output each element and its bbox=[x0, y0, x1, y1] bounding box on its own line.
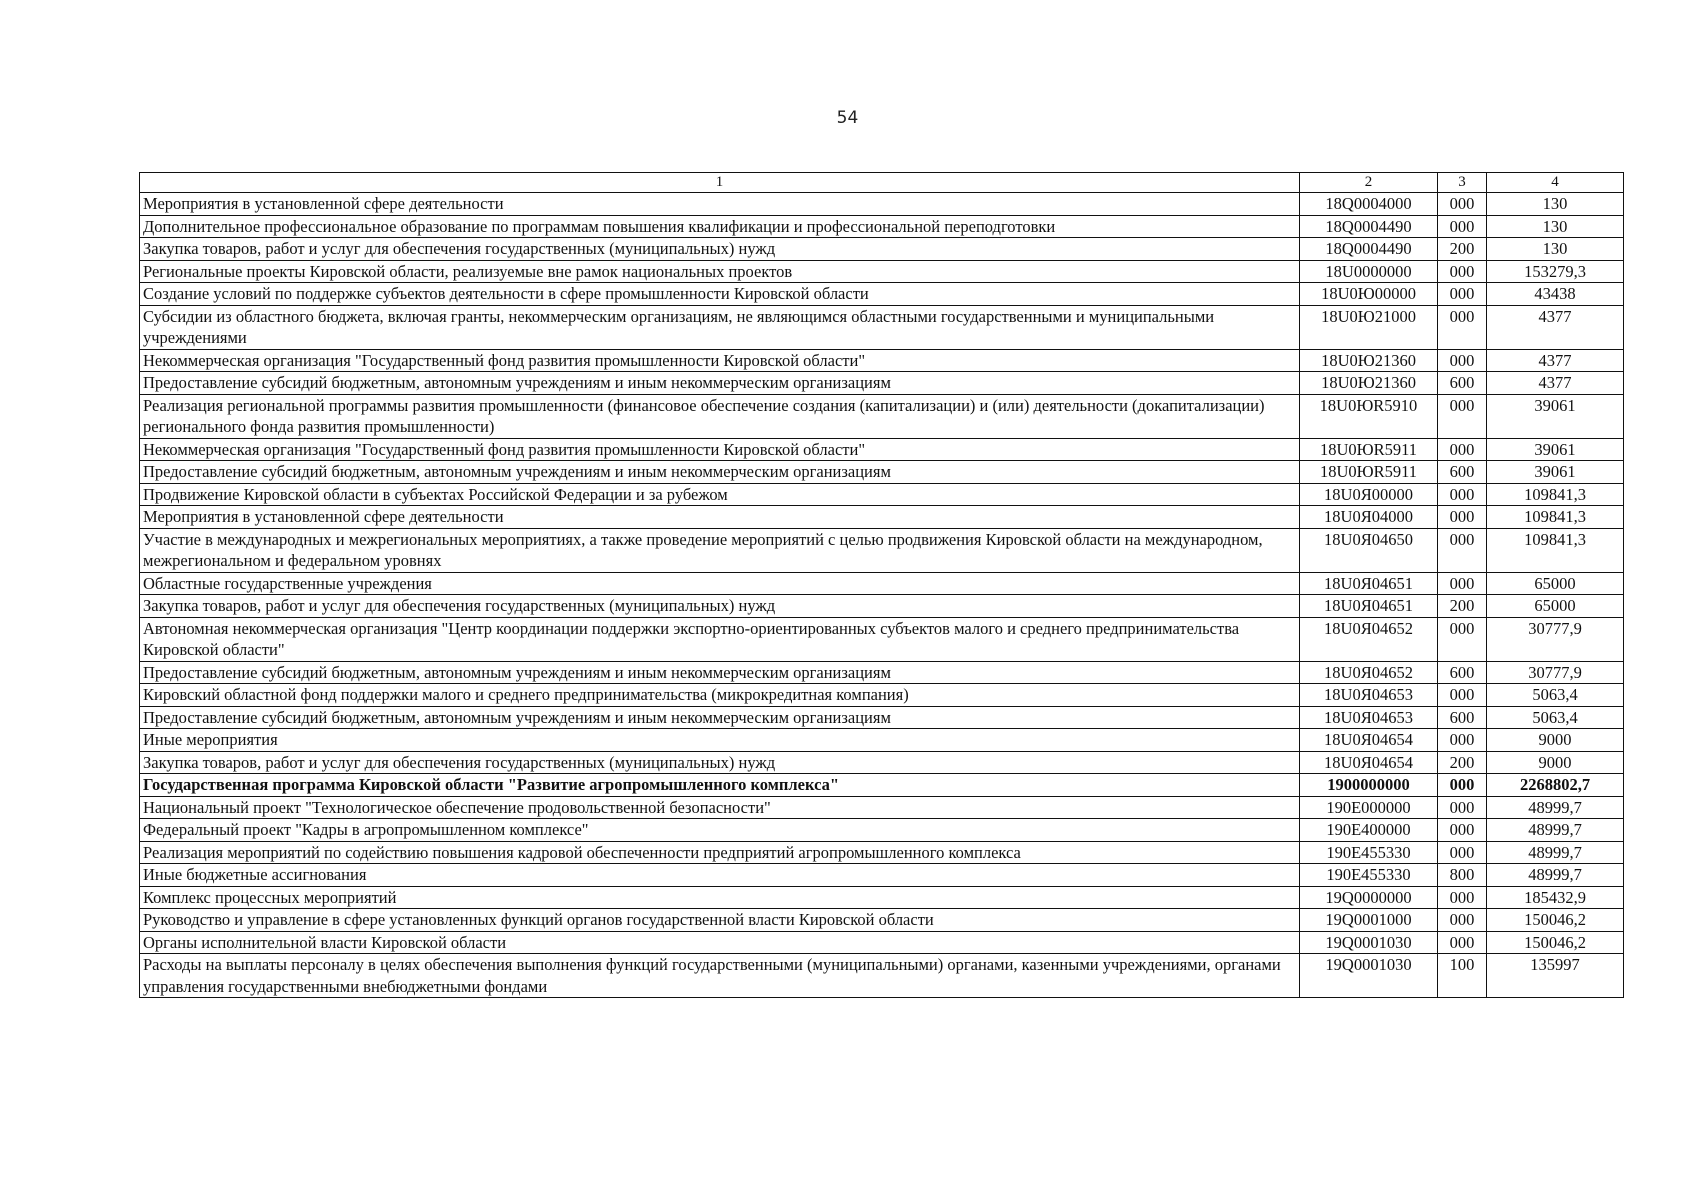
row-name-cell: Мероприятия в установленной сфере деятельности bbox=[140, 193, 1300, 216]
row-code-cell: 18Q0004490 bbox=[1300, 215, 1438, 238]
row-name-cell: Дополнительное профессиональное образование по программам повышения квалификации и профессиональной переподготовки bbox=[140, 215, 1300, 238]
row-type-cell: 000 bbox=[1438, 305, 1487, 349]
row-amount-cell: 39061 bbox=[1487, 461, 1624, 484]
table-row bbox=[140, 283, 1624, 306]
row-code-cell: 18U0Я04651 bbox=[1300, 572, 1438, 595]
row-code-cell: 18U0Я04652 bbox=[1300, 617, 1438, 661]
row-name-cell: Региональные проекты Кировской области, реализуемые вне рамок национальных проектов bbox=[140, 260, 1300, 283]
row-name-cell: Предоставление субсидий бюджетным, автономным учреждениям и иным некоммерческим организациям bbox=[140, 461, 1300, 484]
table-row bbox=[140, 193, 1624, 216]
table-row bbox=[140, 796, 1624, 819]
row-name-cell: Национальный проект "Технологическое обеспечение продовольственной безопасности" bbox=[140, 796, 1300, 819]
row-name-cell: Комплекс процессных мероприятий bbox=[140, 886, 1300, 909]
row-type-cell: 000 bbox=[1438, 774, 1487, 797]
budget-table bbox=[139, 172, 1624, 998]
row-code-cell: 190E400000 bbox=[1300, 819, 1438, 842]
row-name-cell: Государственная программа Кировской области "Развитие агропромышленного комплекса" bbox=[140, 774, 1300, 797]
row-amount-cell: 5063,4 bbox=[1487, 706, 1624, 729]
table-header-row bbox=[140, 173, 1624, 193]
row-amount-cell: 135997 bbox=[1487, 954, 1624, 998]
row-amount-cell: 39061 bbox=[1487, 438, 1624, 461]
table-row bbox=[140, 751, 1624, 774]
row-code-cell: 190E000000 bbox=[1300, 796, 1438, 819]
row-code-cell: 18U0Я04000 bbox=[1300, 506, 1438, 529]
row-amount-cell: 4377 bbox=[1487, 305, 1624, 349]
row-type-cell: 000 bbox=[1438, 931, 1487, 954]
row-code-cell: 19Q0001030 bbox=[1300, 954, 1438, 998]
row-name-cell: Реализация региональной программы развития промышленности (финансовое обеспечение создания (капитализации) и (или) деятельности (докапитализации) регионального фонда развития промышленности) bbox=[140, 394, 1300, 438]
table-row bbox=[140, 909, 1624, 932]
row-type-cell: 000 bbox=[1438, 506, 1487, 529]
row-amount-cell: 150046,2 bbox=[1487, 931, 1624, 954]
row-code-cell: 19Q0001030 bbox=[1300, 931, 1438, 954]
header-col-4: 4 bbox=[1487, 173, 1624, 193]
table-row bbox=[140, 886, 1624, 909]
row-code-cell: 18U0Я04652 bbox=[1300, 661, 1438, 684]
row-type-cell: 000 bbox=[1438, 483, 1487, 506]
row-name-cell: Иные бюджетные ассигнования bbox=[140, 864, 1300, 887]
row-type-cell: 600 bbox=[1438, 461, 1487, 484]
row-type-cell: 000 bbox=[1438, 841, 1487, 864]
row-type-cell: 200 bbox=[1438, 238, 1487, 261]
row-name-cell: Расходы на выплаты персоналу в целях обеспечения выполнения функций государственными (муниципальными) органами, казенными учреждениями, органами управления государственными внебюджетными фондами bbox=[140, 954, 1300, 998]
row-type-cell: 000 bbox=[1438, 394, 1487, 438]
page-number: 54 bbox=[836, 108, 859, 128]
table-row bbox=[140, 774, 1624, 797]
row-code-cell: 190E455330 bbox=[1300, 864, 1438, 887]
row-name-cell: Областные государственные учреждения bbox=[140, 572, 1300, 595]
row-code-cell: 18U0Я04650 bbox=[1300, 528, 1438, 572]
row-amount-cell: 30777,9 bbox=[1487, 661, 1624, 684]
row-type-cell: 000 bbox=[1438, 909, 1487, 932]
row-name-cell: Реализация мероприятий по содействию повышения кадровой обеспеченности предприятий агропромышленного комплекса bbox=[140, 841, 1300, 864]
row-amount-cell: 39061 bbox=[1487, 394, 1624, 438]
row-type-cell: 100 bbox=[1438, 954, 1487, 998]
row-amount-cell: 153279,3 bbox=[1487, 260, 1624, 283]
table-row bbox=[140, 819, 1624, 842]
table-row bbox=[140, 394, 1624, 438]
row-name-cell: Мероприятия в установленной сфере деятельности bbox=[140, 506, 1300, 529]
row-type-cell: 600 bbox=[1438, 706, 1487, 729]
row-type-cell: 000 bbox=[1438, 260, 1487, 283]
table-row bbox=[140, 438, 1624, 461]
budget-table-container bbox=[139, 172, 1623, 998]
row-amount-cell: 65000 bbox=[1487, 572, 1624, 595]
row-name-cell: Автономная некоммерческая организация "Центр координации поддержки экспортно-ориентированных субъектов малого и среднего предпринимательства Кировской области" bbox=[140, 617, 1300, 661]
row-code-cell: 18U0000000 bbox=[1300, 260, 1438, 283]
table-row bbox=[140, 260, 1624, 283]
row-name-cell: Некоммерческая организация "Государственный фонд развития промышленности Кировской области" bbox=[140, 438, 1300, 461]
row-amount-cell: 2268802,7 bbox=[1487, 774, 1624, 797]
row-code-cell: 18U0Ю21360 bbox=[1300, 349, 1438, 372]
row-type-cell: 600 bbox=[1438, 661, 1487, 684]
row-code-cell: 18U0ЮR5911 bbox=[1300, 438, 1438, 461]
row-name-cell: Закупка товаров, работ и услуг для обеспечения государственных (муниципальных) нужд bbox=[140, 238, 1300, 261]
row-name-cell: Некоммерческая организация "Государственный фонд развития промышленности Кировской области" bbox=[140, 349, 1300, 372]
table-row bbox=[140, 506, 1624, 529]
table-row bbox=[140, 528, 1624, 572]
row-amount-cell: 48999,7 bbox=[1487, 796, 1624, 819]
table-row bbox=[140, 215, 1624, 238]
row-type-cell: 000 bbox=[1438, 572, 1487, 595]
table-row bbox=[140, 305, 1624, 349]
row-code-cell: 18U0Ю00000 bbox=[1300, 283, 1438, 306]
table-row bbox=[140, 931, 1624, 954]
row-amount-cell: 109841,3 bbox=[1487, 528, 1624, 572]
row-name-cell: Субсидии из областного бюджета, включая гранты, некоммерческим организациям, не являющимся областными государственными и муниципальными учреждениями bbox=[140, 305, 1300, 349]
row-code-cell: 18Q0004490 bbox=[1300, 238, 1438, 261]
table-row bbox=[140, 461, 1624, 484]
row-name-cell: Продвижение Кировской области в субъектах Российской Федерации и за рубежом bbox=[140, 483, 1300, 506]
row-type-cell: 000 bbox=[1438, 617, 1487, 661]
row-code-cell: 18U0Я04654 bbox=[1300, 751, 1438, 774]
row-code-cell: 18U0Ю21000 bbox=[1300, 305, 1438, 349]
row-type-cell: 600 bbox=[1438, 372, 1487, 395]
header-col-2: 2 bbox=[1300, 173, 1438, 193]
row-type-cell: 200 bbox=[1438, 595, 1487, 618]
row-code-cell: 190E455330 bbox=[1300, 841, 1438, 864]
row-code-cell: 18U0ЮR5910 bbox=[1300, 394, 1438, 438]
row-amount-cell: 43438 bbox=[1487, 283, 1624, 306]
row-amount-cell: 109841,3 bbox=[1487, 483, 1624, 506]
row-amount-cell: 150046,2 bbox=[1487, 909, 1624, 932]
row-type-cell: 000 bbox=[1438, 215, 1487, 238]
row-amount-cell: 130 bbox=[1487, 193, 1624, 216]
table-row bbox=[140, 483, 1624, 506]
row-amount-cell: 4377 bbox=[1487, 372, 1624, 395]
header-col-1: 1 bbox=[140, 173, 1300, 193]
row-name-cell: Предоставление субсидий бюджетным, автономным учреждениям и иным некоммерческим организациям bbox=[140, 661, 1300, 684]
row-amount-cell: 48999,7 bbox=[1487, 819, 1624, 842]
row-type-cell: 000 bbox=[1438, 796, 1487, 819]
row-amount-cell: 30777,9 bbox=[1487, 617, 1624, 661]
row-code-cell: 18Q0004000 bbox=[1300, 193, 1438, 216]
row-type-cell: 000 bbox=[1438, 684, 1487, 707]
row-type-cell: 000 bbox=[1438, 283, 1487, 306]
row-name-cell: Закупка товаров, работ и услуг для обеспечения государственных (муниципальных) нужд bbox=[140, 595, 1300, 618]
row-amount-cell: 109841,3 bbox=[1487, 506, 1624, 529]
header-col-3: 3 bbox=[1438, 173, 1487, 193]
table-row bbox=[140, 864, 1624, 887]
table-row bbox=[140, 661, 1624, 684]
row-name-cell: Органы исполнительной власти Кировской области bbox=[140, 931, 1300, 954]
row-name-cell: Предоставление субсидий бюджетным, автономным учреждениям и иным некоммерческим организациям bbox=[140, 372, 1300, 395]
row-name-cell: Участие в международных и межрегиональных мероприятиях, а также проведение мероприятий с целью продвижения Кировской области на международном, межрегиональном и федеральном уровнях bbox=[140, 528, 1300, 572]
row-type-cell: 000 bbox=[1438, 438, 1487, 461]
table-row bbox=[140, 349, 1624, 372]
row-type-cell: 000 bbox=[1438, 528, 1487, 572]
row-amount-cell: 9000 bbox=[1487, 751, 1624, 774]
row-amount-cell: 185432,9 bbox=[1487, 886, 1624, 909]
table-row bbox=[140, 954, 1624, 998]
row-name-cell: Предоставление субсидий бюджетным, автономным учреждениям и иным некоммерческим организациям bbox=[140, 706, 1300, 729]
table-row bbox=[140, 617, 1624, 661]
row-amount-cell: 5063,4 bbox=[1487, 684, 1624, 707]
row-amount-cell: 48999,7 bbox=[1487, 841, 1624, 864]
row-code-cell: 18U0Я00000 bbox=[1300, 483, 1438, 506]
row-type-cell: 000 bbox=[1438, 729, 1487, 752]
row-code-cell: 18U0Я04653 bbox=[1300, 684, 1438, 707]
row-code-cell: 18U0Я04654 bbox=[1300, 729, 1438, 752]
row-type-cell: 800 bbox=[1438, 864, 1487, 887]
row-code-cell: 18U0Ю21360 bbox=[1300, 372, 1438, 395]
row-amount-cell: 9000 bbox=[1487, 729, 1624, 752]
row-name-cell: Федеральный проект "Кадры в агропромышленном комплексе" bbox=[140, 819, 1300, 842]
table-row bbox=[140, 684, 1624, 707]
table-row bbox=[140, 841, 1624, 864]
row-amount-cell: 4377 bbox=[1487, 349, 1624, 372]
row-name-cell: Закупка товаров, работ и услуг для обеспечения государственных (муниципальных) нужд bbox=[140, 751, 1300, 774]
table-row bbox=[140, 729, 1624, 752]
row-name-cell: Руководство и управление в сфере установленных функций органов государственной власти Кировской области bbox=[140, 909, 1300, 932]
row-name-cell: Создание условий по поддержке субъектов деятельности в сфере промышленности Кировской области bbox=[140, 283, 1300, 306]
row-code-cell: 18U0ЮR5911 bbox=[1300, 461, 1438, 484]
row-type-cell: 000 bbox=[1438, 349, 1487, 372]
row-type-cell: 000 bbox=[1438, 193, 1487, 216]
row-name-cell: Кировский областной фонд поддержки малого и среднего предпринимательства (микрокредитная компания) bbox=[140, 684, 1300, 707]
row-amount-cell: 130 bbox=[1487, 238, 1624, 261]
row-code-cell: 19Q0001000 bbox=[1300, 909, 1438, 932]
row-amount-cell: 48999,7 bbox=[1487, 864, 1624, 887]
table-row bbox=[140, 372, 1624, 395]
table-row bbox=[140, 572, 1624, 595]
row-amount-cell: 65000 bbox=[1487, 595, 1624, 618]
row-type-cell: 000 bbox=[1438, 886, 1487, 909]
row-amount-cell: 130 bbox=[1487, 215, 1624, 238]
row-code-cell: 18U0Я04651 bbox=[1300, 595, 1438, 618]
row-code-cell: 1900000000 bbox=[1300, 774, 1438, 797]
table-body bbox=[140, 193, 1624, 998]
row-code-cell: 18U0Я04653 bbox=[1300, 706, 1438, 729]
row-name-cell: Иные мероприятия bbox=[140, 729, 1300, 752]
table-row bbox=[140, 595, 1624, 618]
row-type-cell: 200 bbox=[1438, 751, 1487, 774]
table-row bbox=[140, 238, 1624, 261]
table-row bbox=[140, 706, 1624, 729]
row-type-cell: 000 bbox=[1438, 819, 1487, 842]
row-code-cell: 19Q0000000 bbox=[1300, 886, 1438, 909]
